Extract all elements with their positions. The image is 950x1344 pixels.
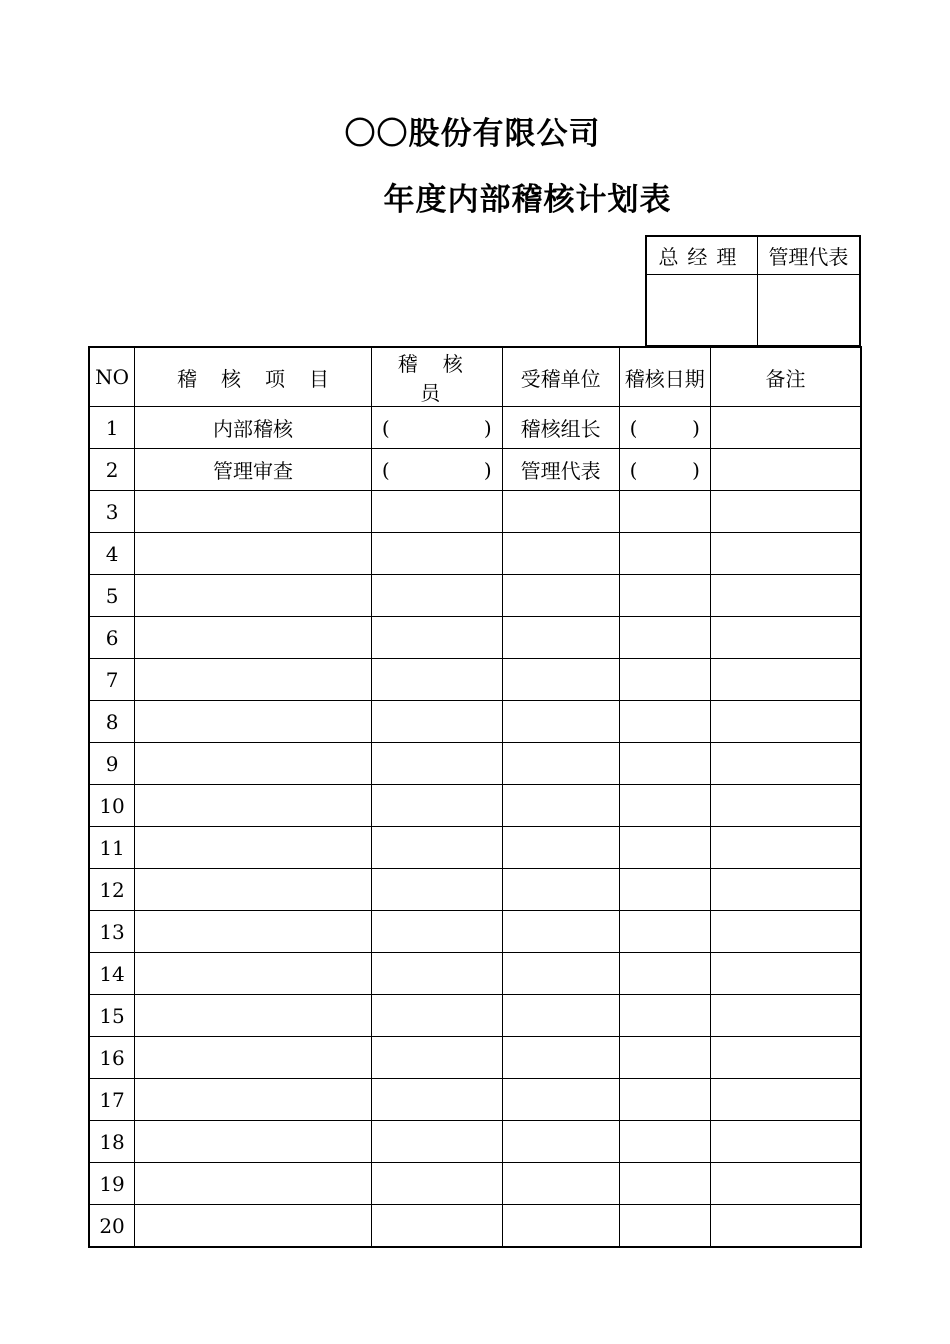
cell-auditor[interactable] [371,617,502,659]
cell-auditor[interactable] [371,911,502,953]
cell-unit[interactable] [502,1205,619,1248]
table-row [89,953,861,995]
table-row [89,407,861,449]
cell-auditor[interactable] [371,491,502,533]
cell-no: 16 [89,1037,135,1079]
cell-no: 19 [89,1163,135,1205]
cell-date[interactable] [619,1163,710,1205]
header-unit: 受稽单位 [502,347,619,407]
cell-item[interactable] [135,659,372,701]
company-title: 〇〇股份有限公司 [344,116,601,152]
cell-auditor[interactable] [371,995,502,1037]
table-row [89,911,861,953]
cell-unit[interactable] [502,785,619,827]
signoff-header-general-manager: 总经理 [646,236,757,275]
table-row [89,869,861,911]
paren-open: ( [629,457,638,482]
cell-date[interactable] [619,407,710,449]
cell-note[interactable] [710,1037,861,1079]
table-row [89,1079,861,1121]
cell-auditor[interactable] [371,449,502,491]
cell-note[interactable] [710,995,861,1037]
cell-unit[interactable] [502,659,619,701]
table-row [89,1163,861,1205]
cell-unit[interactable] [502,869,619,911]
cell-unit[interactable] [502,701,619,743]
cell-date[interactable] [619,659,710,701]
paren-close: ) [692,457,700,482]
cell-no: 7 [89,659,135,701]
cell-date[interactable] [619,491,710,533]
cell-auditor[interactable] [371,1205,502,1248]
cell-no: 20 [89,1205,135,1248]
cell-auditor[interactable] [371,1037,502,1079]
cell-item[interactable] [135,785,372,827]
cell-unit[interactable] [502,1163,619,1205]
cell-date[interactable] [619,1079,710,1121]
cell-item[interactable] [135,617,372,659]
cell-item[interactable] [135,701,372,743]
cell-note[interactable] [710,617,861,659]
cell-item[interactable] [135,953,372,995]
paren-close: ) [483,415,492,440]
table-row [89,449,861,491]
cell-no: 15 [89,995,135,1037]
cell-auditor[interactable] [371,953,502,995]
cell-no: 12 [89,869,135,911]
header-no: NO [89,347,135,407]
cell-no: 6 [89,617,135,659]
cell-item[interactable] [135,911,372,953]
table-row [89,617,861,659]
cell-item[interactable] [135,1037,372,1079]
cell-no: 17 [89,1079,135,1121]
form-title: 年度内部稽核计划表 [383,182,672,218]
table-row [89,743,861,785]
cell-unit[interactable] [502,491,619,533]
cell-note[interactable] [710,743,861,785]
table-row [89,995,861,1037]
header-date: 稽核日期 [619,347,710,407]
cell-auditor[interactable] [371,1163,502,1205]
cell-auditor[interactable] [371,1121,502,1163]
cell-item[interactable]: 管理审查 [135,449,372,491]
cell-no: 4 [89,533,135,575]
cell-note[interactable] [710,533,861,575]
cell-note[interactable] [710,659,861,701]
cell-item[interactable] [135,1079,372,1121]
cell-note[interactable] [710,1205,861,1248]
signoff-box-management-rep[interactable] [757,275,860,347]
cell-unit[interactable] [502,827,619,869]
cell-unit[interactable] [502,953,619,995]
cell-date[interactable] [619,953,710,995]
table-row [89,701,861,743]
cell-note[interactable] [710,575,861,617]
table-row [89,785,861,827]
audit-plan-table [88,346,862,1248]
cell-note[interactable] [710,827,861,869]
cell-unit[interactable] [502,575,619,617]
cell-no: 13 [89,911,135,953]
cell-auditor[interactable] [371,869,502,911]
cell-no: 18 [89,1121,135,1163]
table-row [89,1205,861,1248]
cell-note[interactable] [710,785,861,827]
cell-no: 10 [89,785,135,827]
cell-no: 1 [89,407,135,449]
cell-no: 11 [89,827,135,869]
cell-item[interactable] [135,1163,372,1205]
paren-open: ( [381,457,390,482]
cell-date[interactable] [619,995,710,1037]
cell-note[interactable] [710,953,861,995]
cell-auditor[interactable] [371,827,502,869]
cell-unit[interactable] [502,1079,619,1121]
cell-auditor[interactable] [371,407,502,449]
cell-note[interactable] [710,491,861,533]
header-auditor: 稽核员 [371,347,502,407]
cell-item[interactable]: 内部稽核 [135,407,372,449]
table-row [89,533,861,575]
cell-unit[interactable] [502,533,619,575]
cell-date[interactable] [619,743,710,785]
cell-unit[interactable]: 稽核组长 [502,407,619,449]
cell-item[interactable] [135,743,372,785]
cell-auditor[interactable] [371,785,502,827]
cell-item[interactable] [135,869,372,911]
cell-date[interactable] [619,617,710,659]
cell-note[interactable] [710,1163,861,1205]
signoff-box-general-manager[interactable] [646,275,757,347]
cell-item[interactable] [135,533,372,575]
cell-date[interactable] [619,533,710,575]
table-row [89,491,861,533]
cell-no: 3 [89,491,135,533]
cell-unit[interactable] [502,995,619,1037]
cell-item[interactable] [135,1121,372,1163]
signoff-table [645,235,861,347]
cell-date[interactable] [619,449,710,491]
cell-item[interactable] [135,491,372,533]
cell-note[interactable] [710,407,861,449]
paren-open: ( [629,415,638,440]
cell-no: 2 [89,449,135,491]
cell-date[interactable] [619,785,710,827]
cell-unit[interactable] [502,617,619,659]
cell-date[interactable] [619,1037,710,1079]
cell-date[interactable] [619,827,710,869]
table-row [89,575,861,617]
cell-auditor[interactable] [371,575,502,617]
cell-unit[interactable]: 管理代表 [502,449,619,491]
cell-date[interactable] [619,701,710,743]
cell-note[interactable] [710,449,861,491]
cell-note[interactable] [710,701,861,743]
cell-item[interactable] [135,827,372,869]
cell-note[interactable] [710,869,861,911]
cell-note[interactable] [710,1079,861,1121]
table-row [89,659,861,701]
cell-no: 9 [89,743,135,785]
cell-no: 14 [89,953,135,995]
signoff-header-management-rep: 管理代表 [757,236,860,275]
cell-no: 5 [89,575,135,617]
cell-note[interactable] [710,1121,861,1163]
cell-auditor[interactable] [371,533,502,575]
header-item: 稽核项目 [135,347,372,407]
cell-item[interactable] [135,995,372,1037]
cell-auditor[interactable] [371,659,502,701]
cell-item[interactable] [135,575,372,617]
cell-unit[interactable] [502,1037,619,1079]
paren-close: ) [483,457,492,482]
cell-unit[interactable] [502,1121,619,1163]
cell-date[interactable] [619,911,710,953]
cell-auditor[interactable] [371,743,502,785]
cell-date[interactable] [619,575,710,617]
cell-no: 8 [89,701,135,743]
cell-unit[interactable] [502,743,619,785]
table-row [89,1121,861,1163]
cell-note[interactable] [710,911,861,953]
cell-date[interactable] [619,1205,710,1248]
header-note: 备注 [710,347,861,407]
cell-auditor[interactable] [371,701,502,743]
table-row [89,827,861,869]
cell-date[interactable] [619,869,710,911]
cell-auditor[interactable] [371,1079,502,1121]
paren-close: ) [692,415,700,440]
cell-date[interactable] [619,1121,710,1163]
table-header-row [89,347,861,407]
table-row [89,1037,861,1079]
paren-open: ( [381,415,390,440]
cell-item[interactable] [135,1205,372,1248]
cell-unit[interactable] [502,911,619,953]
